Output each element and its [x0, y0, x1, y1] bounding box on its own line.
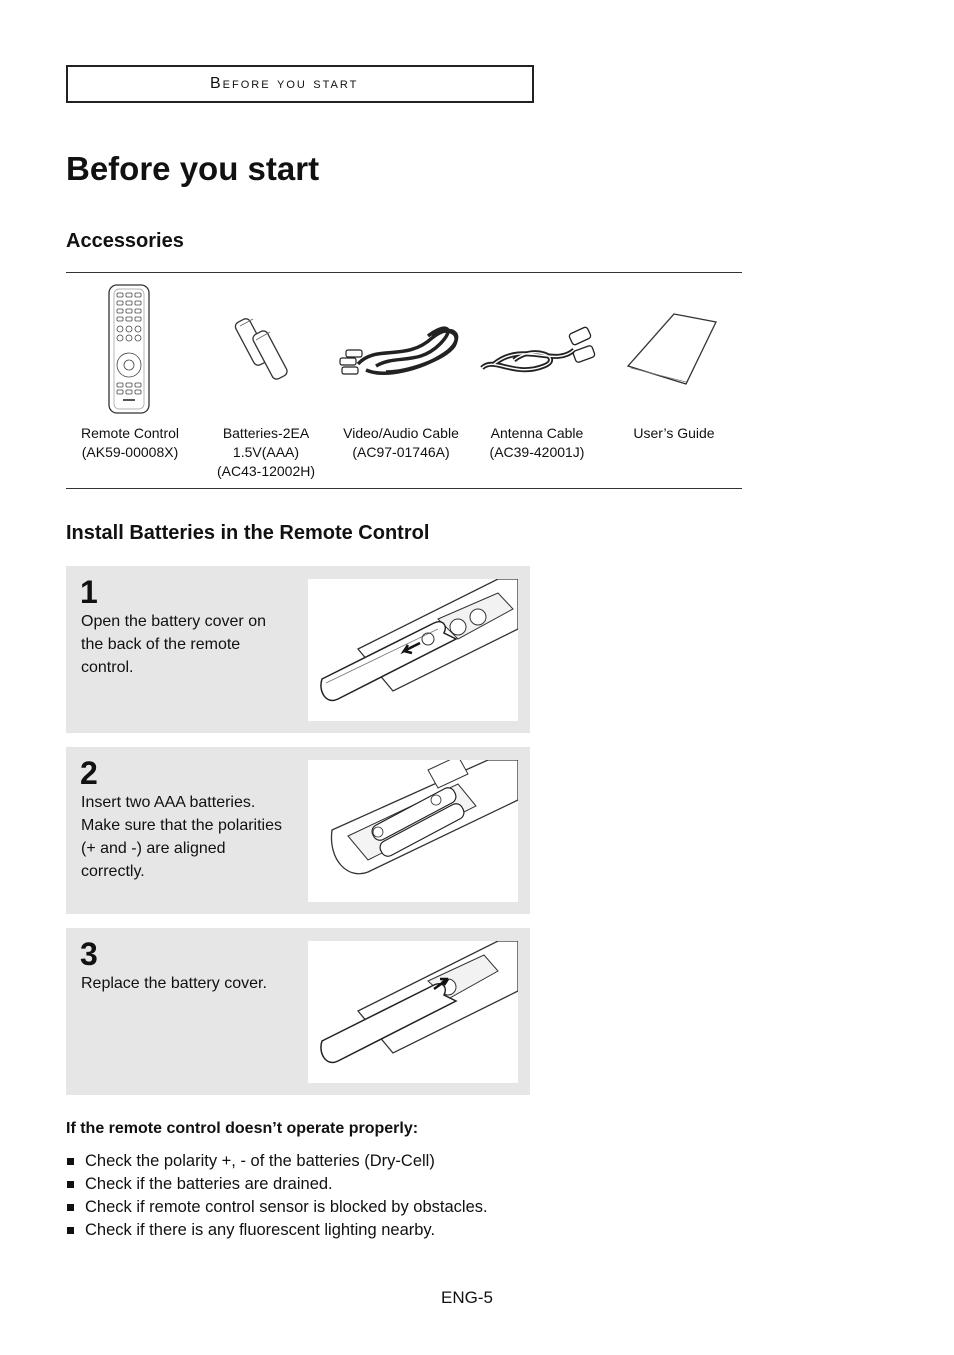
accessories-bottom-rule [66, 488, 742, 489]
list-item: Check the polarity +, - of the batteries (Dry-Cell) [66, 1150, 488, 1173]
step-number: 1 [80, 574, 98, 610]
remote-open-cover-icon [308, 579, 518, 721]
install-step-2 [66, 747, 530, 914]
accessory-label-user-guide: User’s Guide [633, 425, 715, 441]
list-item: Check if remote control sensor is blocked by obstacles. [66, 1196, 488, 1219]
page-number: ENG-5 [441, 1288, 493, 1307]
step-text: Insert two AAA batteries. Make sure that the polarities (+ and -) are aligned correctly. [81, 794, 282, 880]
accessories-top-rule [66, 272, 742, 273]
step-number: 3 [80, 936, 98, 972]
section-header-box [66, 65, 534, 103]
accessory-label-av-cable: Video/Audio Cable (AC97-01746A) [343, 425, 459, 460]
section-header-text: Before you start [210, 75, 359, 92]
accessories-heading: Accessories [66, 230, 184, 252]
accessory-label-batteries: Batteries-2EA 1.5V(AAA) (AC43-12002H) [216, 425, 316, 479]
step-1-illustration [308, 579, 518, 721]
batteries-icon [232, 310, 298, 386]
av-cable-icon [336, 314, 468, 382]
troubleshooting-heading: If the remote control doesn’t operate properly: [66, 1120, 419, 1137]
install-heading: Install Batteries in the Remote Control [66, 522, 430, 544]
step-3-illustration [308, 941, 518, 1083]
install-step-1 [66, 566, 530, 733]
remote-insert-batteries-icon [308, 760, 518, 902]
user-guide-icon [622, 310, 722, 386]
step-number: 2 [80, 755, 98, 791]
step-2-illustration [308, 760, 518, 902]
remote-control-icon [104, 283, 154, 415]
troubleshooting-list [66, 1150, 488, 1242]
list-item: Check if the batteries are drained. [66, 1173, 488, 1196]
step-text: Open the battery cover on the back of the remote control. [81, 613, 266, 676]
remote-replace-cover-icon [308, 941, 518, 1083]
list-item: Check if there is any fluorescent lighting nearby. [66, 1219, 488, 1242]
accessory-label-antenna-cable: Antenna Cable (AC39-42001J) [489, 425, 585, 460]
page-title: Before you start [66, 150, 320, 187]
step-text: Replace the battery cover. [81, 975, 267, 992]
antenna-cable-icon [474, 316, 602, 384]
install-step-3 [66, 928, 530, 1095]
accessory-label-remote: Remote Control (AK59-00008X) [80, 425, 180, 460]
